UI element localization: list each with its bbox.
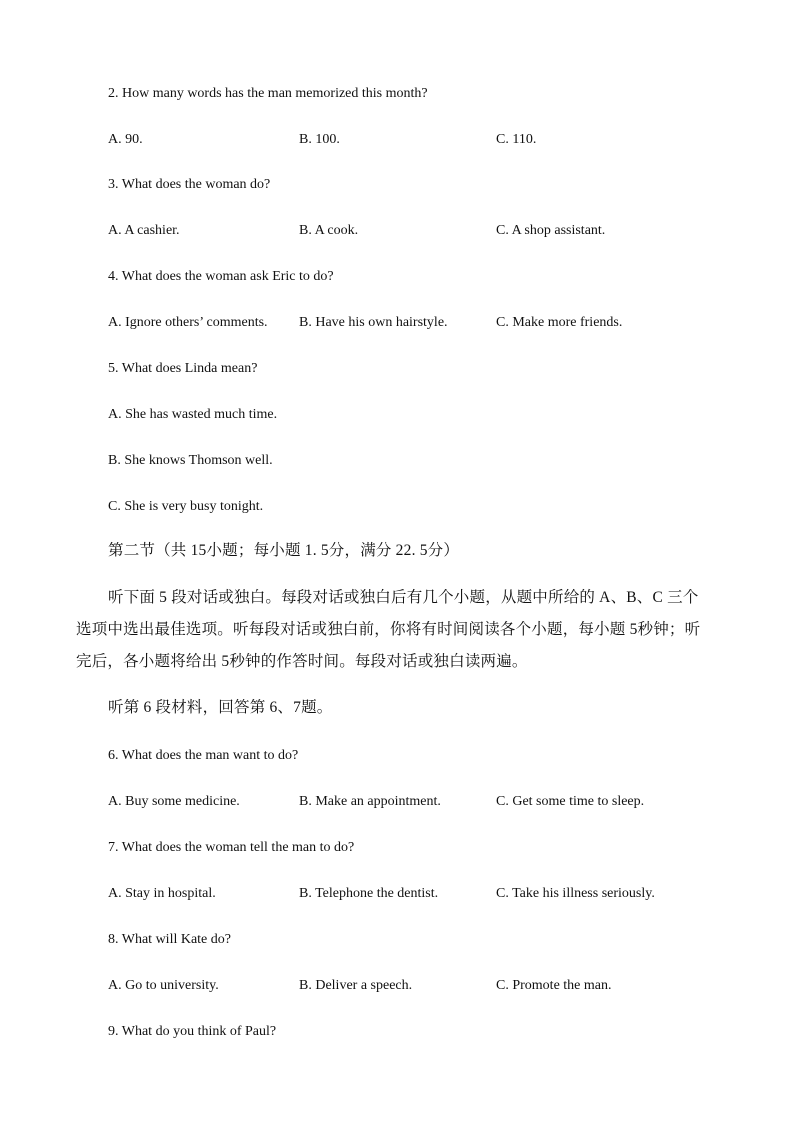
question-7-option-b: B. Telephone the dentist. [299,886,439,901]
section-2-heading: 第二节（共 15小题；每小题 1. 5分，满分 22. 5分） [108,542,460,559]
question-8-option-b: B. Deliver a speech. [299,978,413,993]
question-4-option-c: C. Make more friends. [496,315,623,330]
question-6-option-c: C. Get some time to sleep. [496,794,645,809]
question-9-stem: 9. What do you think of Paul? [108,1024,277,1039]
question-3-option-b: B. A cook. [299,223,359,238]
question-4-stem: 4. What does the woman ask Eric to do? [108,269,334,284]
question-3-option-c: C. A shop assistant. [496,223,606,238]
question-3-stem: 3. What does the woman do? [108,177,271,192]
question-7-option-a: A. Stay in hospital. [108,886,216,901]
question-8-option-a: A. Go to university. [108,978,219,993]
question-6-option-b: B. Make an appointment. [299,794,441,809]
material-note: 听第 6 段材料，回答第 6、7题。 [108,699,333,716]
question-5-stem: 5. What does Linda mean? [108,361,258,376]
question-7-option-c: C. Take his illness seriously. [496,886,655,901]
question-2-option-a: A. 90. [108,132,143,147]
section-2-instructions-line-3: 完后，各小题将给出 5秒钟的作答时间。每段对话或独白读两遍。 [76,653,528,670]
question-8-stem: 8. What will Kate do? [108,932,231,947]
section-2-instructions-line-2: 选项中选出最佳选项。听每段对话或独白前，你将有时间阅读各个小题，每小题 5秒钟；听 [76,621,701,638]
question-4-option-a: A. Ignore others’ comments. [108,315,268,330]
section-2-instructions-line-1: 听下面 5 段对话或独白。每段对话或独白后有几个小题，从题中所给的 A、B、C 三个 [108,589,699,606]
question-8-option-c: C. Promote the man. [496,978,612,993]
question-3-option-a: A. A cashier. [108,223,180,238]
question-2-option-b: B. 100. [299,132,340,147]
question-6-option-a: A. Buy some medicine. [108,794,240,809]
question-2-stem: 2. How many words has the man memorized this month? [108,86,428,101]
question-4-option-b: B. Have his own hairstyle. [299,315,448,330]
question-5-option-b: B. She knows Thomson well. [108,453,273,468]
question-5-option-c: C. She is very busy tonight. [108,499,264,514]
question-6-stem: 6. What does the man want to do? [108,748,299,763]
question-5-option-a: A. She has wasted much time. [108,407,278,422]
question-7-stem: 7. What does the woman tell the man to do? [108,840,355,855]
question-2-option-c: C. 110. [496,132,537,147]
